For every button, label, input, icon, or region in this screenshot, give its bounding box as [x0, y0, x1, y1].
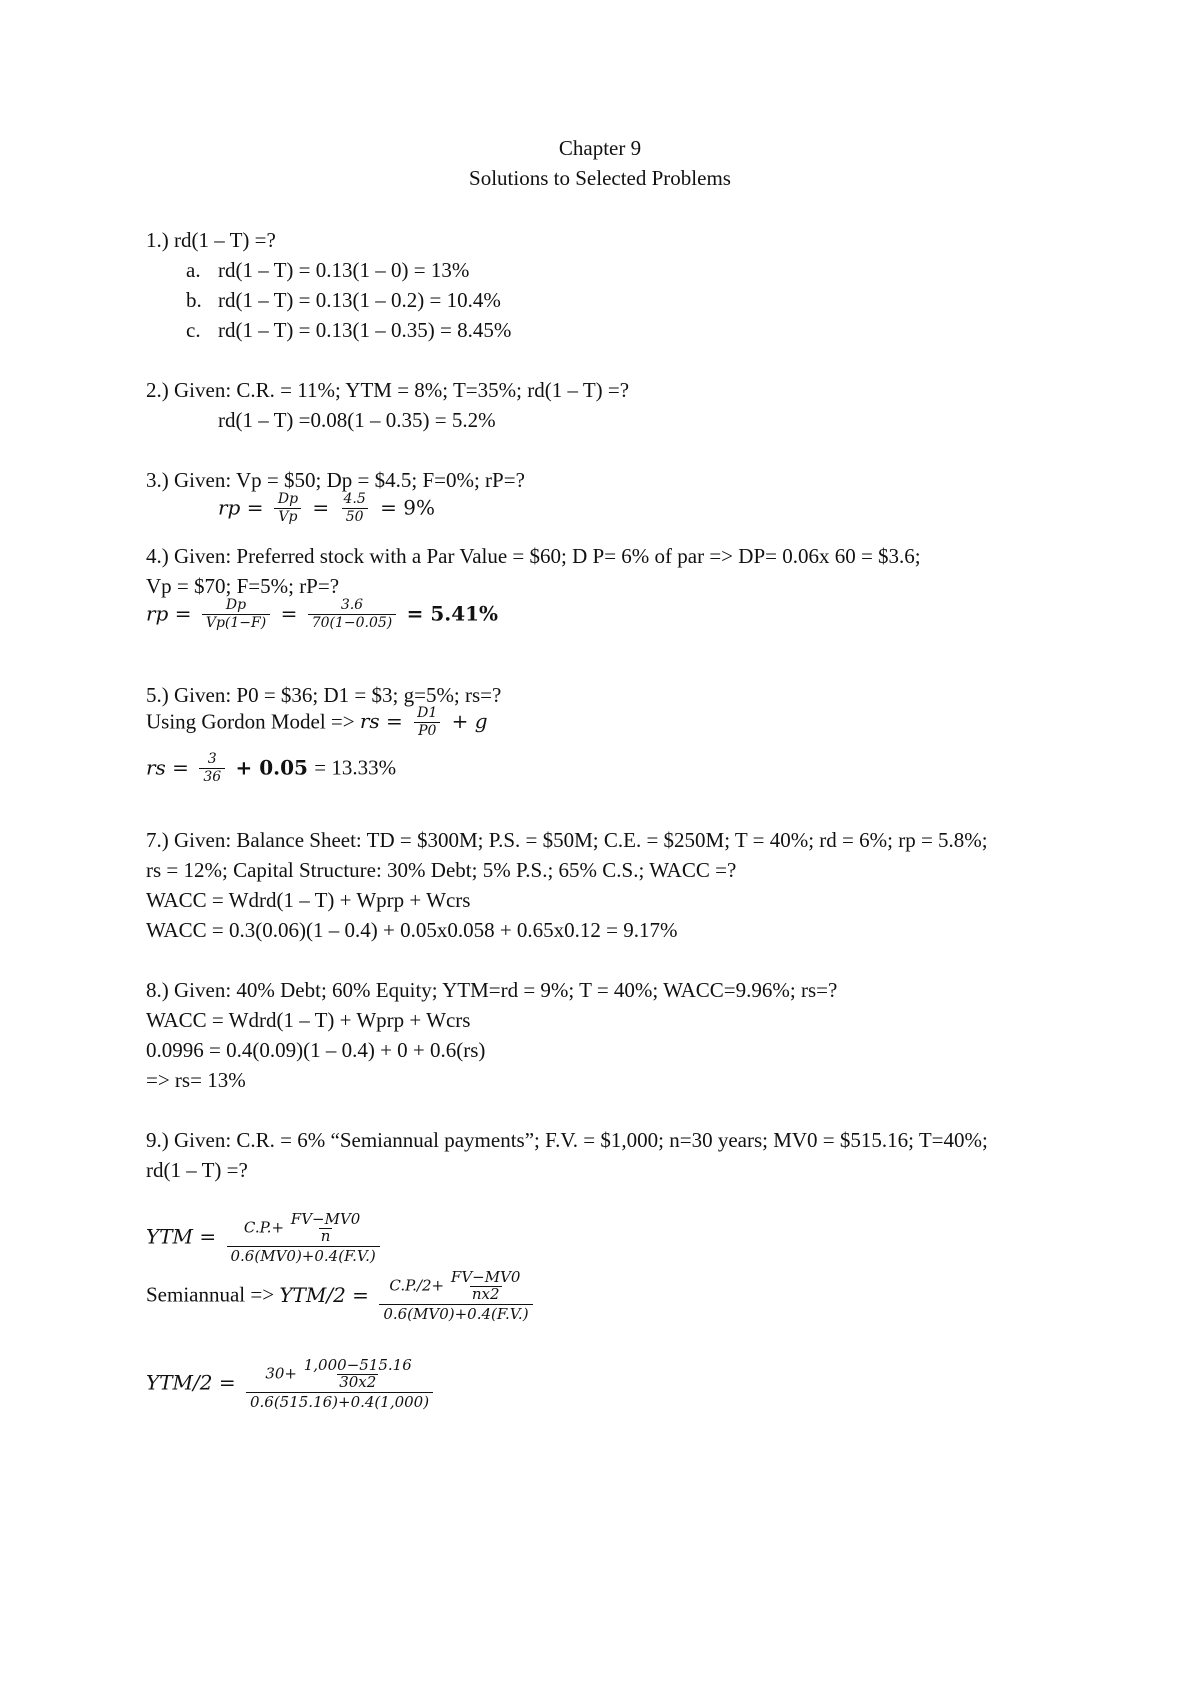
semiannual-label: Semiannual => [146, 1282, 275, 1307]
denominator: P0 [414, 722, 440, 739]
problem-3-question: 3.) Given: Vp = $50; Dp = $4.5; F=0%; rP=? [146, 468, 525, 492]
numerator-term: C.P.+ [243, 1218, 285, 1237]
problem-9-calc [146, 1358, 437, 1410]
problem-7-question-cont: rs = 12%; Capital Structure: 30% Debt; 5% P.S.; 65% C.S.; WACC =? [146, 858, 737, 882]
problem-4-question: 4.) Given: Preferred stock with a Par Value = $60; D P= 6% of par => DP= 0.06x 60 = $3.6; [146, 544, 921, 568]
nested-numerator: FV−MV0 [450, 1268, 521, 1286]
formula-lhs: rs = [146, 755, 189, 780]
formula-result: = 9% [380, 495, 435, 520]
denominator: 0.6(515.16)+0.4(1,000) [246, 1392, 433, 1411]
formula-tail: + g [451, 709, 488, 734]
formula-lhs: YTM/2 = [146, 1370, 236, 1395]
nested-fraction [449, 1270, 523, 1303]
problem-1-b: rd(1 – T) = 0.13(1 – 0.2) = 10.4% [218, 288, 501, 312]
fraction [413, 706, 441, 740]
problem-7-formula: WACC = Wdrd(1 – T) + Wprp + Wcrs [146, 888, 471, 912]
problem-1-a-label: a. [186, 258, 201, 282]
fraction [340, 492, 370, 526]
numerator: 3.6 [340, 597, 364, 613]
nested-numerator: 1,000−515.16 [303, 1356, 412, 1374]
fraction [199, 752, 225, 786]
formula-mid: + 0.05 [235, 755, 308, 780]
problem-2-question: 2.) Given: C.R. = 11%; YTM = 8%; T=35%; rd(1 – T) =? [146, 378, 630, 402]
fraction [246, 1358, 433, 1410]
numerator: D1 [417, 705, 438, 721]
numerator [385, 1270, 526, 1304]
nested-denominator: 30x2 [339, 1372, 377, 1391]
problem-8-question: 8.) Given: 40% Debt; 60% Equity; YTM=rd = 9%; T = 40%; WACC=9.96%; rs=? [146, 978, 838, 1002]
denominator: Vp(1−F) [202, 614, 270, 631]
nested-numerator: FV−MV0 [290, 1210, 361, 1228]
problem-1-b-label: b. [186, 288, 202, 312]
denominator: 50 [342, 508, 368, 525]
numerator [261, 1358, 417, 1392]
formula-lhs: rp = [218, 495, 264, 520]
numerator [240, 1212, 366, 1246]
denominator: Vp [274, 508, 301, 525]
formula-lhs: rs = [359, 709, 403, 734]
fraction [202, 598, 270, 632]
formula-result: = 5.41% [406, 601, 499, 626]
denominator: 0.6(MV0)+0.4(F.V.) [379, 1304, 532, 1323]
nested-fraction [289, 1212, 363, 1245]
problem-1-c-label: c. [186, 318, 201, 342]
numerator-term: 30+ [265, 1364, 297, 1383]
formula-lhs: YTM/2 = [279, 1282, 369, 1307]
problem-8-calc: 0.0996 = 0.4(0.09)(1 – 0.4) + 0 + 0.6(rs) [146, 1038, 486, 1062]
problem-5-calc [146, 752, 396, 786]
page-title: Chapter 9 [558, 136, 642, 160]
problem-9-question-cont: rd(1 – T) =? [146, 1158, 248, 1182]
nested-denominator: nx2 [471, 1284, 500, 1303]
problem-4-question-cont: Vp = $70; F=5%; rP=? [146, 574, 340, 598]
formula-lhs: YTM = [146, 1224, 217, 1249]
problem-7-calc: WACC = 0.3(0.06)(1 – 0.4) + 0.05x0.058 + 0.65x0.12 = 9.17% [146, 918, 678, 942]
problem-9-question: 9.) Given: C.R. = 6% “Semiannual payments”; F.V. = $1,000; n=30 years; MV0 = $515.16; T=40%; [146, 1128, 988, 1152]
problem-9-ytm-formula [146, 1212, 384, 1264]
problem-1-c: rd(1 – T) = 0.13(1 – 0.35) = 8.45% [218, 318, 512, 342]
numerator: Dp [225, 597, 247, 613]
denominator: 0.6(MV0)+0.4(F.V.) [227, 1246, 380, 1265]
nested-fraction [302, 1358, 414, 1391]
gordon-formula [359, 705, 488, 740]
formula-result: = 13.33% [314, 755, 397, 780]
numerator: 4.5 [343, 491, 366, 507]
gordon-label: Using Gordon Model => [146, 709, 355, 734]
fraction [227, 1212, 380, 1264]
problem-2-answer: rd(1 – T) =0.08(1 – 0.35) = 5.2% [218, 408, 496, 432]
problem-4-formula: rp = $\frac{Dp}{Vp(1-F)}$ = $\frac{3.6}{70(1-0.05)}$ = 5.41% [146, 597, 499, 632]
fraction [274, 492, 302, 526]
numerator-term: C.P./2+ [389, 1276, 445, 1295]
problem-5-question: 5.) Given: P0 = $36; D1 = $3; g=5%; rs=? [146, 683, 502, 707]
numerator: 3 [207, 751, 217, 767]
semiannual-formula [279, 1268, 536, 1323]
problem-8-result: => rs= 13% [146, 1068, 246, 1092]
problem-1-a: rd(1 – T) = 0.13(1 – 0) = 13% [218, 258, 470, 282]
page-subtitle: Solutions to Selected Problems [469, 166, 731, 190]
fraction [308, 598, 397, 632]
formula-lhs: rp = [146, 601, 192, 626]
denominator: 70(1−0.05) [308, 614, 397, 631]
problem-5-gordon [146, 706, 488, 740]
numerator: Dp [277, 491, 299, 507]
problem-7-question: 7.) Given: Balance Sheet: TD = $300M; P.S. = $50M; C.E. = $250M; T = 40%; rd = 6%; rp = 5.8%; [146, 828, 988, 852]
problem-1-question: 1.) rd(1 – T) =? [146, 228, 276, 252]
nested-denominator: n [320, 1226, 331, 1245]
problem-3-formula: rp = $\frac{Dp}{Vp}$ = $\frac{4.5}{50}$ = 9% [218, 491, 435, 526]
fraction [379, 1270, 532, 1322]
problem-8-formula: WACC = Wdrd(1 – T) + Wprp + Wcrs [146, 1008, 471, 1032]
denominator: 36 [199, 768, 225, 785]
problem-9-semiannual [146, 1270, 537, 1322]
